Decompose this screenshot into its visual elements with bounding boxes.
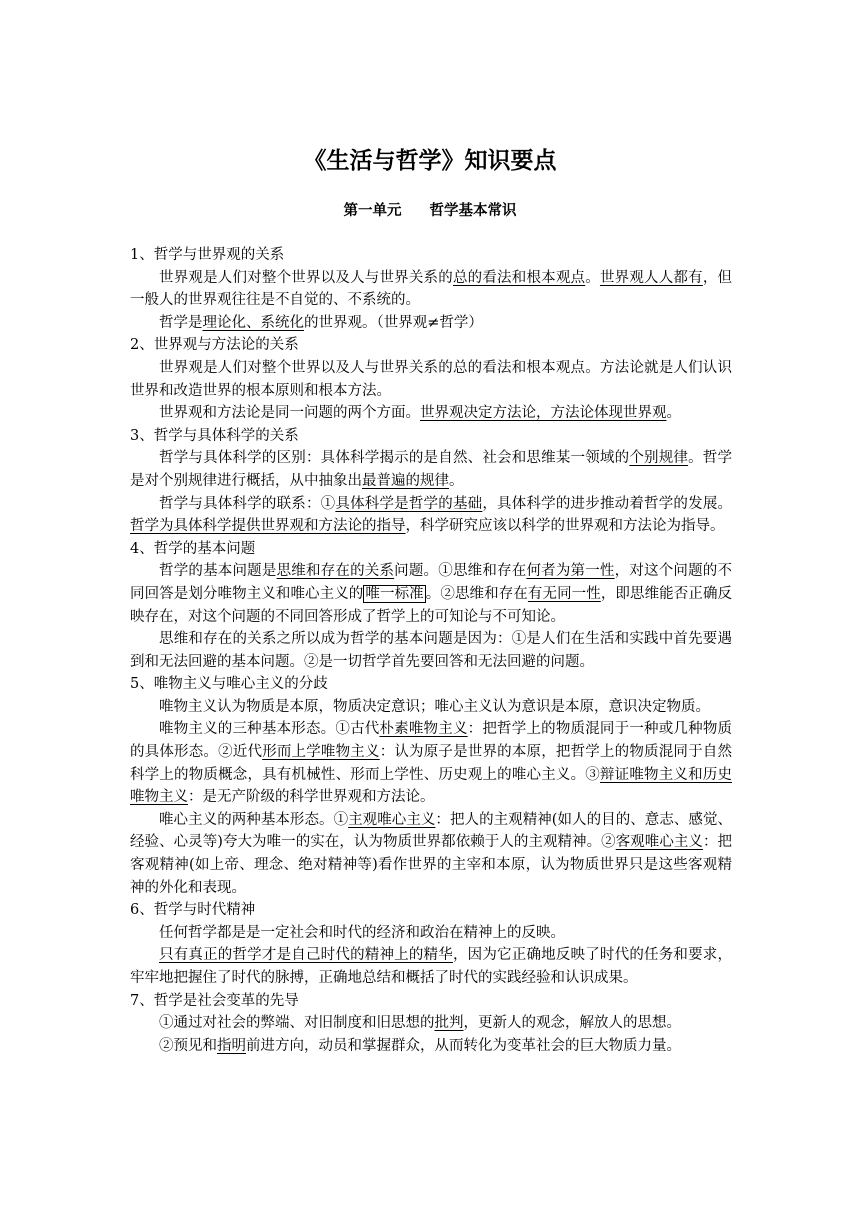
section-heading: 2、世界观与方法论的关系 (130, 337, 299, 354)
text-run: ，但一般人的世界观往往是不自觉的、不系统的。 (130, 269, 733, 309)
underlined-key-term: 主观唯心主义 (348, 811, 436, 828)
section-paragraph (130, 809, 732, 899)
section-paragraph (130, 357, 732, 402)
underlined-key-term: 个别规律 (629, 450, 689, 467)
section-paragraph (130, 628, 732, 673)
text-run: 唯心主义的两种基本形态。① (159, 811, 349, 828)
underlined-key-term: 辩证唯物主义和历史唯物主义 (130, 766, 732, 806)
text-run: ②预见和 (159, 1037, 217, 1054)
unit-label: 第一单元 (343, 202, 402, 219)
underlined-key-term: 最普遍的规律 (362, 472, 449, 489)
section-paragraph (130, 696, 732, 719)
underlined-key-term: 何者为第一性 (526, 563, 615, 580)
text-run: 。 (585, 269, 600, 286)
text-run: 任何哲学都是是一定社会和时代的经济和政治在精神上的反映。 (159, 924, 565, 941)
text-run: 唯物主义的三种基本形态。①古代 (159, 721, 380, 738)
text-run: ：把客观精神(如上帝、理念、绝对精神等)看作世界的主宰和本原，认为物质世界只是这些客观精神的外化和表现。 (130, 834, 733, 896)
text-run: 前进方向，动员和掌握群众，从而转化为变革社会的巨大物质力量。 (246, 1037, 681, 1054)
section-heading: 4、哲学的基本问题 (130, 540, 256, 557)
section-paragraph (130, 447, 732, 492)
section-paragraph (130, 312, 732, 335)
text-run: 。 (666, 405, 681, 422)
section-paragraph (130, 560, 732, 628)
section-heading: 3、哲学与具体科学的关系 (130, 427, 299, 444)
section-heading: 1、哲学与世界观的关系 (130, 247, 285, 263)
text-run: 世界观是人们对整个世界以及人与世界关系的 (159, 269, 453, 286)
underlined-key-term: 客观唯心主义 (615, 834, 703, 851)
text-run: ：是无产阶级的科学世界观和方法论。 (188, 789, 435, 806)
underlined-key-term: 形而上学唯物主义 (262, 744, 380, 761)
text-run: 。哲学是对个别规律进行概括，从中抽象出 (130, 450, 733, 489)
text-run: 哲学与具体科学的区别：具体科学揭示的是自然、社会和思维某一领域的 (159, 450, 630, 467)
unit-heading (0, 200, 860, 222)
underlined-key-term: 思维和存在的关系 (276, 563, 395, 580)
text-run: 问题。①思维和存在 (394, 563, 527, 580)
section-paragraph (130, 1035, 732, 1058)
underlined-key-term: 理论化、系统化 (202, 314, 304, 331)
text-run: 的世界观。（世界观≠哲学） (304, 314, 483, 331)
text-run: 哲学的基本问题是 (159, 563, 277, 580)
text-run: 。②思维和存在 (425, 585, 528, 602)
section-heading: 7、哲学是社会变革的先导 (130, 992, 299, 1009)
section-paragraph (130, 493, 732, 538)
underlined-key-term: 世界观人人都有 (599, 269, 703, 286)
text-run: 思维和存在的关系之所以成为哲学的基本问题是因为：①是人们在生活和实践中首先要遇到和无法回避的基本问题。②是一切哲学首先要回答和无法回避的问题。 (130, 631, 732, 670)
underlined-key-term: 世界观决定方法论，方法论体现世界观 (420, 405, 667, 422)
section-paragraph (130, 718, 732, 808)
section-heading: 5、唯物主义与唯心主义的分歧 (130, 676, 328, 693)
text-run: ，更新人的观念，解放人的思想。 (463, 1015, 681, 1032)
section-paragraph (130, 1012, 732, 1035)
underlined-key-term: 只有真正的哲学才是自己时代的精神上的精华 (159, 947, 453, 964)
underlined-key-term: 指明 (217, 1037, 246, 1054)
underlined-key-term: 批判 (434, 1015, 464, 1032)
boxed-key-term: 唯一标准 (365, 585, 424, 602)
text-run: 哲学是 (159, 314, 203, 331)
text-run: ，对这个问题的不同回答是划分唯物主义和唯心主义的 (130, 563, 733, 602)
underlined-key-term: 总的看法和根本观点 (452, 269, 586, 286)
section-paragraph (130, 922, 732, 945)
text-run: ，即思维能否正确反映存在，对这个问题的不同回答形成了哲学上的可知论与不可知论。 (130, 585, 733, 625)
text-run: 哲学与具体科学的联系：① (159, 495, 336, 512)
text-run: 世界观和方法论是同一问题的两个方面。 (159, 405, 420, 422)
underlined-key-term: 具体科学是哲学的基础 (335, 495, 483, 512)
text-run: ，具体科学的进步推动着哲学的发展。 (482, 495, 733, 512)
section-paragraph (130, 402, 732, 425)
text-run: ：把人的主观精神(如人的目的、意志、感觉、经验、心灵等)夸大为唯一的实在，认为物质世界都依赖于人的主观精神。② (130, 811, 733, 851)
unit-name: 哲学基本常识 (429, 202, 517, 219)
underlined-key-term: 朴素唯物主义 (379, 721, 468, 738)
text-run: ，因为它正确地反映了时代的任务和要求，牢牢地把握住了时代的脉搏，正确地总结和概括了时代的实践经验和认识成果。 (130, 947, 733, 986)
text-run: 。 (449, 472, 464, 489)
text-run: ：认为原子是世界的本原，把哲学上的物质混同于自然科学上的物质概念，具有机械性、形而上学性、历史观上的唯心主义。③ (130, 744, 732, 783)
section-paragraph (130, 944, 732, 989)
text-run: ①通过对社会的弊端、对旧制度和旧思想的 (159, 1015, 435, 1032)
underlined-key-term: 哲学为具体科学提供世界观和方法论的指导 (130, 518, 406, 535)
text-run: ，科学研究应该以科学的世界观和方法论为指导。 (405, 518, 725, 535)
document-body (130, 244, 732, 1057)
text-run: 世界观是人们对整个世界以及人与世界关系的总的看法和根本观点。方法论就是人们认识世界和改造世界的根本原则和根本方法。 (130, 359, 732, 399)
section-paragraph (130, 267, 732, 312)
document-title: 《生活与哲学》知识要点 (303, 147, 557, 174)
underlined-key-term: 有无同一性 (527, 585, 601, 602)
text-run: 唯物主义认为物质是本原，物质决定意识；唯心主义认为意识是本原，意识决定物质。 (159, 698, 710, 715)
text-run: ：把哲学上的物质混同于一种或几种物质的具体形态。②近代 (130, 721, 733, 761)
section-heading: 6、哲学与时代精神 (130, 902, 256, 919)
